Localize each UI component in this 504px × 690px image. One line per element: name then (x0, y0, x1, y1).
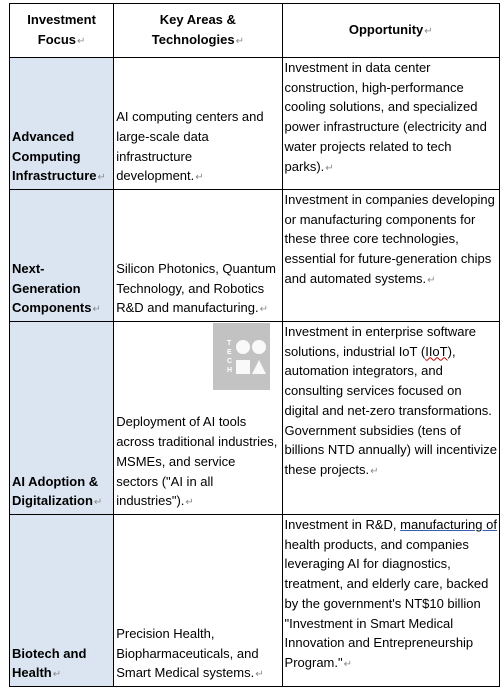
areas-cell: Silicon Photonics, Quantum Technology, and Robotics R&D and manufacturing.↵ (114, 190, 282, 322)
paragraph-mark-icon: ↵ (343, 658, 352, 670)
paragraph-mark-icon: ↵ (77, 35, 86, 47)
header-investment-focus: Investment Focus↵ (10, 4, 114, 58)
paragraph-mark-icon: ↵ (185, 497, 194, 509)
paragraph-mark-icon: ↵ (259, 304, 268, 316)
opportunity-cell: Investment in companies developing or manufacturing components for these three core technologies, essential for future-generation chips and automated systems.↵ (282, 190, 499, 322)
opportunity-cell: Investment in enterprise software solutions, industrial IoT (IIoT), automation integrators, and consulting services focused on digital and net-zero transformations. Government subsidies (tens of billions NTD annually) will incentivize these projects.↵ (282, 322, 499, 515)
paragraph-mark-icon: ↵ (52, 669, 62, 681)
paragraph-mark-icon: ↵ (195, 172, 204, 184)
header-row (10, 4, 500, 58)
focus-cell: Biotech and Health↵ (10, 515, 114, 687)
focus-cell: Next-Generation Components↵ (10, 190, 114, 322)
opportunity-cell: Investment in data center construction, high-performance cooling solutions, and specialized power infrastructure (electricity and water projects related to tech parks).↵ (282, 58, 499, 190)
paragraph-mark-icon: ↵ (427, 274, 436, 286)
paragraph-mark-icon: ↵ (92, 304, 101, 316)
areas-cell: AI computing centers and large-scale data infrastructure development.↵ (114, 58, 282, 190)
svg-text:T: T (227, 340, 232, 347)
grammar-underlined-text: manufacturing of (400, 517, 497, 532)
table-row (10, 515, 500, 687)
focus-cell: Advanced Computing Infrastructure↵ (10, 58, 114, 190)
opportunity-cell: Investment in R&D, manufacturing of health products, and companies leveraging AI for diagnostics, treatment, and elderly care, backed by the government's NT$10 billion "Investment in Smart Medical Innovation and Entrepreneurship Program."↵ (282, 515, 499, 687)
paragraph-mark-icon: ↵ (325, 162, 334, 174)
svg-text:E: E (227, 349, 232, 356)
paragraph-mark-icon: ↵ (370, 465, 379, 477)
spellcheck-word: IIoT (425, 343, 448, 359)
table-row (10, 58, 500, 190)
areas-cell: Deployment of AI tools across traditional industries, MSMEs, and service sectors ("AI in all industries").↵ (114, 322, 282, 515)
table-row (10, 190, 500, 322)
paragraph-mark-icon: ↵ (235, 35, 244, 47)
areas-cell: Precision Health, Biopharmaceuticals, and Smart Medical systems.↵ (114, 515, 282, 687)
focus-cell: AI Adoption & Digitalization↵ (10, 322, 114, 515)
paragraph-mark-icon: ↵ (97, 172, 106, 184)
paragraph-mark-icon: ↵ (255, 669, 264, 681)
svg-text:C: C (227, 358, 233, 365)
paragraph-mark-icon: ↵ (93, 497, 103, 509)
svg-text:H: H (227, 367, 233, 374)
tech-logo-watermark (213, 323, 270, 390)
header-key-areas: Key Areas & Technologies↵ (114, 4, 282, 58)
header-opportunity: Opportunity↵ (282, 4, 499, 58)
paragraph-mark-icon: ↵ (424, 25, 433, 37)
